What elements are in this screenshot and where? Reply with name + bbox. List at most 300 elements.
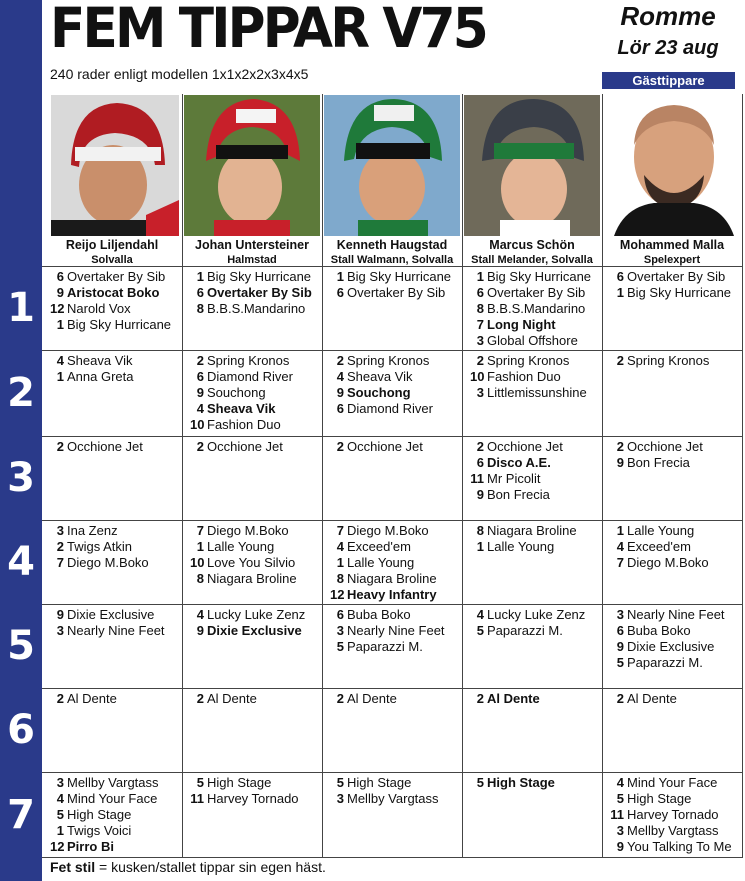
horse-name: Occhione Jet (67, 439, 143, 454)
horse-pick (330, 369, 466, 385)
horse-name: Niagara Broline (347, 571, 437, 586)
horse-start-number: 12 (50, 839, 65, 854)
horse-start-number: 5 (476, 775, 484, 790)
horse-start-number: 6 (56, 269, 64, 284)
horse-pick (190, 269, 326, 285)
horse-name: Big Sky Hurricane (487, 269, 592, 284)
horse-pick (470, 269, 606, 285)
horse-start-number: 1 (56, 317, 64, 332)
horse-start-number: 3 (56, 523, 64, 538)
horse-pick (190, 571, 326, 587)
horse-name: Pirro Bi (67, 839, 114, 854)
tips-cell (610, 439, 745, 519)
horse-start-number: 11 (610, 807, 624, 822)
horse-name: Souchong (207, 385, 266, 400)
horse-pick (50, 623, 186, 639)
horse-pick (610, 269, 745, 285)
horse-pick (330, 385, 466, 401)
horse-start-number: 5 (336, 775, 344, 790)
horse-name: High Stage (487, 775, 555, 790)
horse-start-number: 9 (56, 285, 64, 300)
horse-pick (330, 539, 466, 555)
horse-name: Overtaker By Sib (207, 285, 312, 300)
legend-footer (50, 859, 326, 875)
tips-cell (190, 775, 326, 856)
horse-pick (330, 639, 466, 655)
row-divider (42, 772, 743, 773)
horse-pick (50, 839, 186, 855)
tips-table (42, 94, 743, 857)
tips-cell (330, 775, 466, 856)
horse-name: Occhione Jet (487, 439, 563, 454)
tips-cell (190, 439, 326, 519)
tips-cell (470, 607, 606, 687)
horse-name: Harvey Tornado (207, 791, 299, 806)
horse-start-number: 5 (616, 791, 624, 806)
horse-pick (330, 439, 466, 455)
horse-name: Harvey Tornado (627, 807, 719, 822)
horse-start-number: 2 (476, 691, 484, 706)
horse-name: Mellby Vargtass (347, 791, 439, 806)
horse-pick (330, 607, 466, 623)
horse-pick (470, 285, 606, 301)
horse-start-number: 2 (336, 691, 344, 706)
horse-start-number: 1 (56, 369, 64, 384)
horse-pick (470, 301, 606, 317)
tipster-name: Johan Untersteiner (195, 238, 309, 252)
horse-name: Al Dente (347, 691, 397, 706)
tipster-photo-1 (51, 95, 179, 236)
tips-cell (330, 353, 466, 435)
horse-start-number: 2 (56, 691, 64, 706)
tips-cell (190, 691, 326, 771)
horse-name: Global Offshore (487, 333, 578, 348)
horse-name: Anna Greta (67, 369, 134, 384)
row-divider (42, 604, 743, 605)
horse-start-number: 2 (196, 353, 204, 368)
horse-name: Mr Picolit (487, 471, 541, 486)
tips-cell (610, 353, 745, 435)
horse-pick (50, 439, 186, 455)
tips-cell (470, 775, 606, 856)
horse-name: Paparazzi M. (627, 655, 703, 670)
horse-pick (470, 439, 606, 455)
tips-cell (470, 691, 606, 771)
horse-start-number: 8 (336, 571, 344, 586)
race-number: 4 (7, 539, 35, 585)
horse-name: Lucky Luke Zenz (207, 607, 306, 622)
horse-pick (190, 523, 326, 539)
tips-cell (330, 523, 466, 603)
horse-name: Diego M.Boko (67, 555, 149, 570)
tips-cell (330, 269, 466, 349)
horse-pick (470, 353, 606, 369)
tips-cell (610, 269, 745, 349)
horse-start-number: 3 (56, 775, 64, 790)
horse-name: Nearly Nine Feet (627, 607, 725, 622)
horse-start-number: 2 (336, 353, 344, 368)
horse-pick (610, 555, 745, 571)
horse-name: Spring Kronos (627, 353, 710, 368)
horse-pick (470, 607, 606, 623)
horse-pick (470, 539, 606, 555)
horse-pick (330, 775, 466, 791)
horse-start-number: 7 (196, 523, 204, 538)
horse-pick (50, 691, 186, 707)
horse-pick (330, 555, 466, 571)
horse-start-number: 2 (616, 691, 624, 706)
horse-pick (330, 587, 466, 603)
race-date: Lör 23 aug (617, 37, 719, 59)
horse-name: Spring Kronos (487, 353, 570, 368)
horse-start-number: 5 (196, 775, 204, 790)
tips-cell (190, 523, 326, 603)
horse-pick (50, 369, 186, 385)
horse-start-number: 1 (336, 269, 344, 284)
horse-pick (470, 317, 606, 333)
horse-start-number: 5 (476, 623, 484, 638)
horse-name: Big Sky Hurricane (207, 269, 312, 284)
page-title: FEM TIPPAR V75 (50, 0, 486, 60)
tips-cell (470, 269, 606, 349)
horse-start-number: 3 (336, 791, 344, 806)
horse-name: Dixie Exclusive (627, 639, 715, 654)
horse-name: Heavy Infantry (347, 587, 437, 602)
horse-name: Al Dente (207, 691, 257, 706)
tipster-club: Spelexpert (643, 254, 701, 266)
horse-start-number: 11 (190, 791, 204, 806)
horse-name: Big Sky Hurricane (67, 317, 172, 332)
horse-start-number: 2 (476, 353, 484, 368)
horse-pick (610, 639, 745, 655)
horse-pick (330, 691, 466, 707)
horse-name: Paparazzi M. (347, 639, 423, 654)
row-divider (42, 266, 743, 267)
horse-start-number: 9 (196, 623, 204, 638)
horse-name: Lalle Young (347, 555, 415, 570)
horse-start-number: 6 (476, 285, 484, 300)
horse-start-number: 6 (476, 455, 484, 470)
horse-name: B.B.S.Mandarino (207, 301, 306, 316)
race-number: 2 (7, 370, 35, 416)
horse-name: Bon Frecia (627, 455, 690, 470)
guest-tipster-badge: Gästtippare (602, 72, 735, 89)
horse-pick (50, 607, 186, 623)
horse-start-number: 12 (50, 301, 65, 316)
horse-start-number: 6 (336, 401, 344, 416)
tipster-name: Reijo Liljendahl (65, 238, 159, 252)
horse-pick (50, 269, 186, 285)
horse-name: Nearly Nine Feet (347, 623, 445, 638)
tips-cell (330, 607, 466, 687)
tips-cell (50, 269, 186, 349)
horse-pick (50, 353, 186, 369)
horse-name: Al Dente (627, 691, 677, 706)
tips-cell (610, 775, 745, 856)
horse-start-number: 1 (336, 555, 344, 570)
tips-cell (50, 523, 186, 603)
horse-name: Overtaker By Sib (67, 269, 166, 284)
horse-pick (470, 369, 606, 385)
horse-pick (330, 353, 466, 369)
horse-pick (190, 369, 326, 385)
horse-start-number: 6 (196, 369, 204, 384)
horse-pick (610, 455, 745, 471)
race-number: 3 (7, 455, 35, 501)
horse-pick (330, 791, 466, 807)
horse-start-number: 1 (616, 523, 624, 538)
horse-name: Big Sky Hurricane (627, 285, 732, 300)
horse-name: Spring Kronos (207, 353, 290, 368)
horse-start-number: 2 (336, 439, 344, 454)
horse-name: Diego M.Boko (627, 555, 709, 570)
horse-start-number: 9 (196, 385, 204, 400)
horse-pick (330, 269, 466, 285)
tips-cell (190, 353, 326, 435)
horse-pick (610, 655, 745, 671)
horse-start-number: 4 (196, 401, 204, 416)
horse-name: Paparazzi M. (487, 623, 563, 638)
horse-name: Overtaker By Sib (487, 285, 586, 300)
horse-start-number: 4 (336, 369, 344, 384)
horse-name: Aristocat Boko (67, 285, 160, 300)
horse-start-number: 6 (336, 607, 344, 622)
tips-cell (610, 523, 745, 603)
horse-start-number: 3 (56, 623, 64, 638)
horse-start-number: 8 (196, 571, 204, 586)
horse-start-number: 4 (616, 775, 624, 790)
horse-pick (50, 823, 186, 839)
race-number: 7 (7, 791, 35, 838)
horse-start-number: 4 (56, 353, 64, 368)
horse-start-number: 6 (196, 285, 204, 300)
horse-start-number: 10 (470, 369, 485, 384)
horse-name: Narold Vox (67, 301, 131, 316)
system-subtitle: 240 rader enligt modellen 1x1x2x2x3x4x5 (50, 66, 309, 82)
horse-pick (330, 571, 466, 587)
race-number: 6 (7, 707, 35, 753)
horse-start-number: 4 (336, 539, 344, 554)
horse-name: Dixie Exclusive (67, 607, 155, 622)
horse-start-number: 3 (616, 823, 624, 838)
horse-name: Mind Your Face (627, 775, 718, 790)
horse-start-number: 5 (616, 655, 624, 670)
horse-name: Long Night (487, 317, 556, 332)
horse-pick (50, 791, 186, 807)
horse-name: Twigs Voici (67, 823, 132, 838)
tipster-name: Kenneth Haugstad (336, 238, 448, 252)
race-number: 5 (7, 623, 35, 669)
horse-start-number: 9 (336, 385, 344, 400)
horse-pick (190, 791, 326, 807)
tips-cell (50, 353, 186, 435)
horse-pick (470, 471, 606, 487)
horse-name: Fashion Duo (487, 369, 561, 384)
row-divider (42, 520, 743, 521)
horse-start-number: 7 (476, 317, 484, 332)
horse-pick (190, 353, 326, 369)
horse-start-number: 4 (616, 539, 624, 554)
horse-start-number: 5 (336, 639, 344, 654)
horse-pick (470, 523, 606, 539)
horse-start-number: 5 (56, 807, 64, 822)
horse-name: Diamond River (207, 369, 293, 384)
horse-name: Twigs Atkin (67, 539, 133, 554)
horse-name: Sheava Vik (207, 401, 276, 416)
horse-name: Lalle Young (627, 523, 695, 538)
row-divider (42, 857, 743, 858)
track-name: Romme (620, 1, 716, 31)
horse-pick (190, 385, 326, 401)
horse-pick (50, 539, 186, 555)
horse-name: Niagara Broline (487, 523, 577, 538)
tips-cell (190, 607, 326, 687)
horse-pick (610, 439, 745, 455)
horse-start-number: 8 (476, 301, 484, 316)
horse-name: Mellby Vargtass (627, 823, 719, 838)
tipster-club: Halmstad (227, 254, 277, 266)
horse-pick (610, 775, 745, 791)
horse-pick (190, 775, 326, 791)
horse-start-number: 7 (616, 555, 624, 570)
horse-pick (610, 353, 745, 369)
horse-name: You Talking To Me (627, 839, 732, 854)
horse-start-number: 6 (616, 269, 624, 284)
horse-pick (330, 623, 466, 639)
horse-start-number: 1 (56, 823, 64, 838)
horse-name: High Stage (347, 775, 412, 790)
horse-start-number: 2 (196, 691, 204, 706)
horse-pick (50, 555, 186, 571)
horse-pick (610, 791, 745, 807)
horse-name: Buba Boko (627, 623, 691, 638)
horse-pick (190, 607, 326, 623)
horse-start-number: 3 (616, 607, 624, 622)
horse-pick (330, 401, 466, 417)
horse-start-number: 3 (476, 333, 484, 348)
horse-pick (610, 623, 745, 639)
horse-pick (470, 623, 606, 639)
horse-pick (190, 691, 326, 707)
horse-pick (50, 807, 186, 823)
horse-name: Sheava Vik (67, 353, 133, 368)
tips-cell (610, 607, 745, 687)
horse-pick (190, 555, 326, 571)
row-divider (42, 436, 743, 437)
horse-name: Diego M.Boko (347, 523, 429, 538)
horse-name: Overtaker By Sib (347, 285, 446, 300)
tips-cell (50, 691, 186, 771)
horse-name: Diego M.Boko (207, 523, 289, 538)
horse-name: Big Sky Hurricane (347, 269, 452, 284)
horse-name: Fashion Duo (207, 417, 281, 432)
horse-name: Mellby Vargtass (67, 775, 159, 790)
horse-pick (610, 823, 745, 839)
horse-name: Love You Silvio (207, 555, 296, 570)
tipster-photo-3 (324, 95, 460, 236)
horse-pick (50, 285, 186, 301)
horse-start-number: 1 (616, 285, 624, 300)
horse-name: Diamond River (347, 401, 433, 416)
horse-start-number: 4 (196, 607, 204, 622)
tips-cell (50, 439, 186, 519)
horse-pick (470, 455, 606, 471)
horse-start-number: 2 (56, 539, 64, 554)
horse-start-number: 4 (56, 791, 64, 806)
horse-start-number: 6 (336, 285, 344, 300)
horse-name: Occhione Jet (207, 439, 283, 454)
horse-pick (190, 439, 326, 455)
horse-name: Spring Kronos (347, 353, 430, 368)
horse-start-number: 11 (470, 471, 484, 486)
horse-name: Nearly Nine Feet (67, 623, 165, 638)
horse-start-number: 3 (336, 623, 344, 638)
horse-pick (330, 523, 466, 539)
horse-start-number: 9 (476, 487, 484, 502)
tips-cell (470, 439, 606, 519)
horse-name: Lucky Luke Zenz (487, 607, 586, 622)
tipster-photo-5 (604, 95, 740, 236)
horse-start-number: 8 (196, 301, 204, 316)
row-divider (42, 688, 743, 689)
horse-start-number: 10 (190, 417, 205, 432)
horse-pick (50, 301, 186, 317)
horse-name: Al Dente (487, 691, 540, 706)
tips-cell (470, 353, 606, 435)
horse-name: Sheava Vik (347, 369, 413, 384)
horse-pick (190, 301, 326, 317)
horse-start-number: 2 (476, 439, 484, 454)
horse-name: High Stage (627, 791, 692, 806)
horse-start-number: 2 (196, 439, 204, 454)
horse-start-number: 3 (476, 385, 484, 400)
horse-pick (50, 317, 186, 333)
tipster-photo-4 (464, 95, 600, 236)
tips-cell (610, 691, 745, 771)
tipster-name: Mohammed Malla (619, 238, 725, 252)
tips-cell (50, 607, 186, 687)
tipster-club: Stall Walmann, Solvalla (330, 254, 454, 266)
tips-cell (330, 439, 466, 519)
horse-name: Lalle Young (207, 539, 275, 554)
horse-start-number: 1 (476, 539, 484, 554)
tips-cell (330, 691, 466, 771)
horse-pick (50, 775, 186, 791)
horse-name: B.B.S.Mandarino (487, 301, 586, 316)
horse-name: Souchong (347, 385, 411, 400)
row-divider (42, 350, 743, 351)
horse-pick (470, 333, 606, 349)
horse-start-number: 7 (336, 523, 344, 538)
horse-start-number: 1 (196, 539, 204, 554)
horse-pick (190, 539, 326, 555)
horse-name: Littlemissunshine (487, 385, 587, 400)
tipster-name: Marcus Schön (489, 238, 575, 252)
horse-start-number: 8 (476, 523, 484, 538)
race-number: 1 (7, 285, 35, 331)
tipster-photo-2 (184, 95, 320, 236)
horse-start-number: 1 (476, 269, 484, 284)
horse-start-number: 9 (616, 455, 624, 470)
horse-name: Mind Your Face (67, 791, 158, 806)
horse-name: Exceed'em (627, 539, 691, 554)
horse-name: Occhione Jet (347, 439, 423, 454)
horse-start-number: 7 (56, 555, 64, 570)
horse-pick (610, 807, 745, 823)
tips-cell (470, 523, 606, 603)
legend-explanation: = kusken/stallet tippar sin egen häst. (95, 859, 326, 875)
horse-pick (190, 285, 326, 301)
